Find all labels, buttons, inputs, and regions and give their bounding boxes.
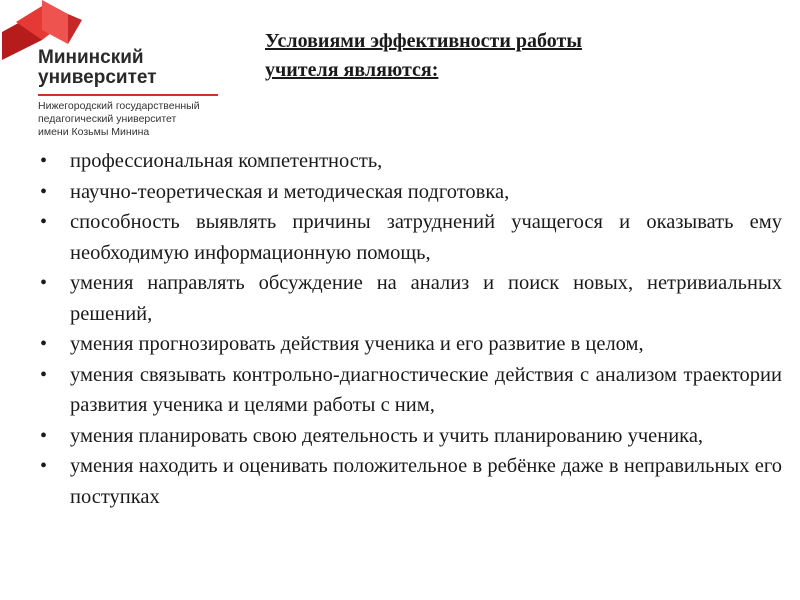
list-item-text: умения связывать контрольно-диагностические действия с анализом траектории развития ученика и целями работы с ним, bbox=[70, 363, 782, 416]
slide-title-line-2: учителя являются: bbox=[265, 59, 439, 81]
list-item bbox=[22, 421, 782, 452]
list-item bbox=[22, 207, 782, 268]
bullet-icon: • bbox=[40, 333, 48, 355]
bullet-icon: • bbox=[40, 455, 48, 477]
slide-title-line-1: Условиями эффективности работы bbox=[265, 30, 582, 52]
list-item bbox=[22, 360, 782, 421]
logo-subtitle bbox=[38, 100, 200, 139]
logo-divider bbox=[38, 94, 218, 96]
list-item-text: профессиональная компетентность, bbox=[70, 150, 383, 172]
bullet-icon: • bbox=[40, 363, 48, 386]
list-item bbox=[22, 268, 782, 329]
bullet-icon: • bbox=[40, 150, 48, 172]
list-item-text: умения находить и оценивать положительное в ребёнке даже в неправильных его поступках bbox=[70, 455, 782, 508]
list-item-text: научно-теоретическая и методическая подготовка, bbox=[70, 180, 510, 203]
list-item-text: способность выявлять причины затруднений учащегося и оказывать ему необходимую информационную помощь, bbox=[70, 211, 782, 264]
logo-name-line-1: Мининский bbox=[38, 47, 144, 68]
bullet-icon: • bbox=[40, 180, 48, 203]
logo-sub-line-1: Нижегородский государственный bbox=[38, 100, 200, 112]
list-item bbox=[22, 451, 782, 512]
university-logo bbox=[0, 0, 230, 150]
logo-sub-line-2: педагогический университет bbox=[38, 113, 177, 125]
list-item bbox=[22, 177, 782, 208]
slide-title bbox=[265, 27, 785, 85]
bullet-icon: • bbox=[40, 424, 48, 447]
list-item-text: умения прогнозировать действия ученика и его развитие в целом, bbox=[70, 333, 644, 355]
logo-name-line-2: университет bbox=[38, 67, 157, 88]
list-item-text: умения планировать свою деятельность и учить планированию ученика, bbox=[70, 424, 704, 447]
logo-university-name bbox=[38, 48, 157, 88]
list-item-text: умения направлять обсуждение на анализ и поиск новых, нетривиальных решений, bbox=[70, 272, 782, 325]
list-item bbox=[22, 329, 782, 360]
conditions-list bbox=[22, 146, 782, 512]
logo-sub-line-3: имени Козьмы Минина bbox=[38, 126, 150, 138]
bullet-icon: • bbox=[40, 272, 48, 294]
list-item bbox=[22, 146, 782, 177]
bullet-icon: • bbox=[40, 211, 48, 233]
